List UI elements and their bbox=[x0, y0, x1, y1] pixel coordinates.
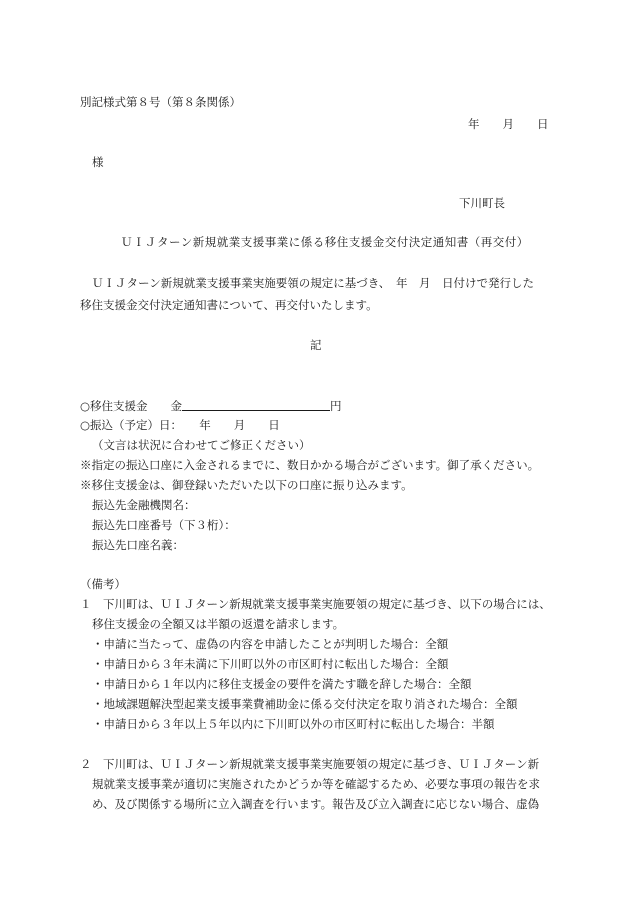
notice-2: ※移住支援金は、御登録いただいた以下の口座に振り込みます。 bbox=[80, 478, 413, 492]
transfer-date: ○振込（予定）日： 年 月 日 bbox=[80, 418, 280, 432]
bank-name: 振込先金融機関名： bbox=[92, 498, 196, 512]
form-number: 別記様式第８号（第８条関係） bbox=[80, 95, 241, 109]
notice-1: ※指定の振込口座に入金されるまでに、数日かかる場合がございます。御了承ください。 bbox=[80, 458, 540, 472]
remarks-bullet: ・申請日から３年以上５年以内に下川町以外の市区町村に転出した場合：半額 bbox=[92, 717, 495, 731]
amount-blank bbox=[182, 399, 330, 411]
transfer-note: （文言は状況に合わせてご修正ください） bbox=[92, 438, 311, 452]
intro-line-2: 移住支援金交付決定通知書について、再交付いたします。 bbox=[80, 298, 378, 312]
remarks-item-2-line-1: ２ 下川町は、ＵＩＪターン新規就業支援事業実施要領の規定に基づき、ＵＩＪターン新 bbox=[80, 757, 540, 771]
date-line: 年 月 日 bbox=[468, 117, 549, 131]
remarks-bullet: ・地域課題解決型起業支援事業費補助金に係る交付決定を取り消された場合：全額 bbox=[92, 697, 518, 711]
amount-line bbox=[80, 399, 342, 413]
remarks-bullet: ・申請日から１年以内に移住支援金の要件を満たす職を辞した場合：全額 bbox=[92, 677, 472, 691]
remarks-item-1-line-2: 移住支援金の全額又は半額の返還を請求します。 bbox=[92, 617, 345, 631]
account-name: 振込先口座名義： bbox=[92, 538, 184, 552]
sender-name: 下川町長 bbox=[459, 196, 505, 210]
account-number: 振込先口座番号（下３桁）： bbox=[92, 518, 236, 532]
remarks-bullet: ・申請日から３年未満に下川町以外の市区町村に転出した場合：全額 bbox=[92, 657, 449, 671]
amount-label: ○移住支援金 金 bbox=[80, 399, 183, 413]
ki-marker: 記 bbox=[310, 338, 322, 352]
addressee-honorific: 様 bbox=[92, 155, 104, 169]
remarks-bullet: ・申請に当たって、虚偽の内容を申請したことが判明した場合：全額 bbox=[92, 637, 449, 651]
remarks-item-2-line-3: め、及び関係する場所に立入調査を行います。報告及び立入調査に応じない場合、虚偽 bbox=[92, 797, 540, 811]
amount-unit: 円 bbox=[330, 399, 342, 413]
document-title: ＵＩＪターン新規就業支援事業に係る移住支援金交付決定通知書（再交付） bbox=[121, 235, 529, 249]
remarks-heading: （備考） bbox=[80, 577, 126, 591]
remarks-item-1-line-1: １ 下川町は、ＵＩＪターン新規就業支援事業実施要領の規定に基づき、以下の場合には、 bbox=[80, 597, 551, 611]
intro-line-1: ＵＩＪターン新規就業支援事業実施要領の規定に基づき、 年 月 日付けで発行した bbox=[92, 276, 535, 290]
remarks-item-2-line-2: 規就業支援事業が適切に実施されたかどうか等を確認するため、必要な事項の報告を求 bbox=[92, 777, 541, 791]
